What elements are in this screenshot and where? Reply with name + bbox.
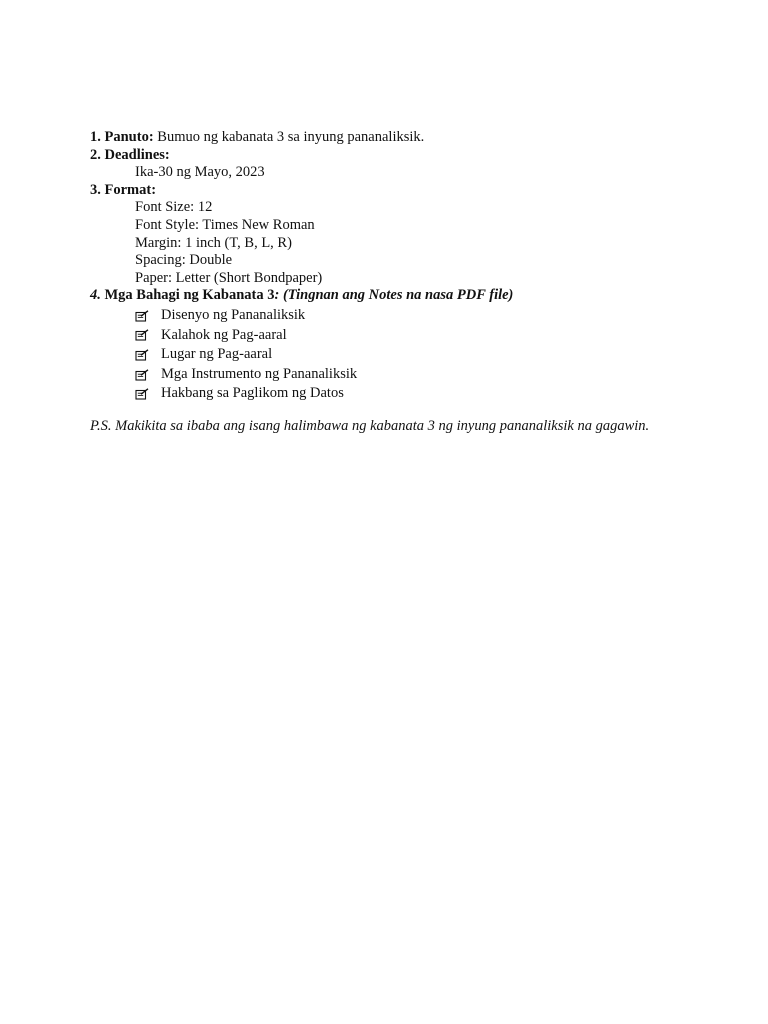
deadline-date: Ika-30 ng Mayo, 2023: [135, 164, 265, 181]
instructions-label: 1. Panuto:: [90, 129, 154, 145]
part-label: Mga Instrumento ng Pananaliksik: [161, 365, 358, 382]
list-item: [90, 306, 730, 326]
list-item: [90, 384, 730, 404]
list-item: [90, 365, 730, 385]
format-label: 3. Format:: [90, 181, 157, 198]
checkbox-pen-icon: [135, 310, 149, 322]
checkbox-pen-icon: [135, 388, 149, 400]
parts-colon: :: [274, 287, 280, 304]
parts-heading: [90, 287, 730, 305]
parts-number: 4.: [90, 287, 101, 304]
parts-list: [90, 306, 730, 404]
instructions-line: [90, 129, 730, 147]
format-item: Margin: 1 inch (T, B, L, R): [135, 234, 292, 251]
ps-note: P.S. Makikita sa ibaba ang isang halimbawa ng kabanata 3 ng inyung pananaliksik na gagawin.: [90, 417, 650, 434]
checkbox-pen-icon: [135, 329, 149, 341]
part-label: Hakbang sa Paglikom ng Datos: [161, 385, 344, 402]
document-page: [90, 129, 730, 436]
part-label: Lugar ng Pag-aaral: [161, 346, 273, 363]
format-item: Font Style: Times New Roman: [135, 216, 315, 233]
format-item: Paper: Letter (Short Bondpaper): [135, 269, 323, 286]
format-item: Spacing: Double: [135, 252, 233, 269]
instructions-text: Bumuo ng kabanata 3 sa inyung pananaliksik.: [153, 129, 425, 145]
format-item: Font Size: 12: [135, 199, 213, 216]
checkbox-pen-icon: [135, 369, 149, 381]
checkbox-pen-icon: [135, 349, 149, 361]
parts-note: (Tingnan ang Notes na nasa PDF file): [279, 287, 514, 304]
parts-label: Mga Bahagi ng Kabanata 3: [100, 287, 275, 304]
deadlines-label: 2. Deadlines:: [90, 146, 170, 163]
list-item: [90, 326, 730, 346]
list-item: [90, 345, 730, 365]
part-label: Disenyo ng Pananaliksik: [161, 306, 306, 323]
part-label: Kalahok ng Pag-aaral: [161, 326, 287, 343]
